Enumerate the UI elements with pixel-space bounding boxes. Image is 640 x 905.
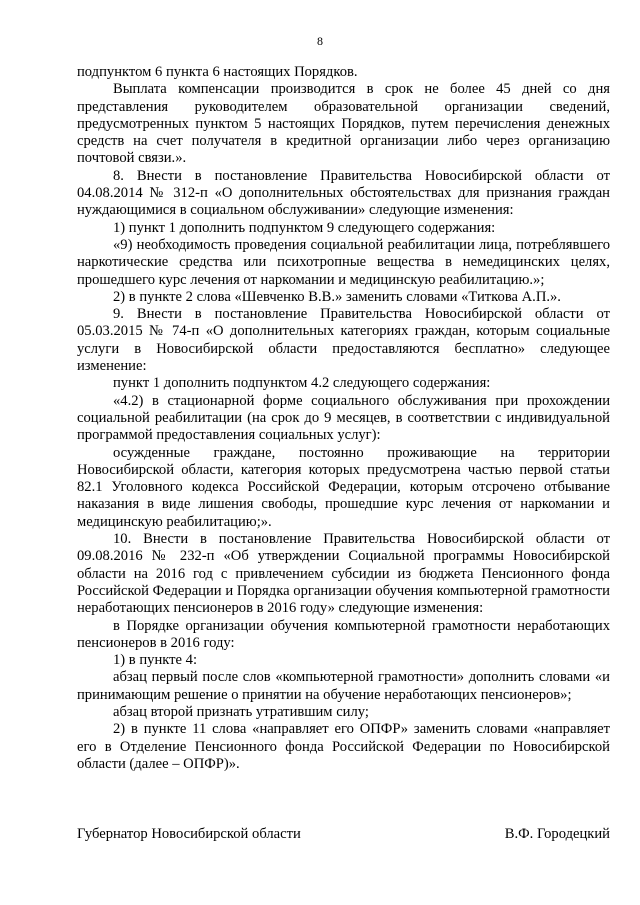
- paragraph: 8. Внести в постановление Правительства Новосибирской области от 04.08.2014 № 312-п «О дополнительных обстоятельствах для признания граждан нуждающимися в социальном обслуживании» следующие изменения:: [77, 167, 610, 219]
- paragraph: Выплата компенсации производится в срок не более 45 дней со дня представления руководителем образовательной организации сведений, предусмотренных пунктом 5 настоящих Порядков, путем перечисления денежных средств на счет получателя в кредитной организации либо через организацию почтовой связи.».: [77, 81, 610, 167]
- paragraph: «9) необходимость проведения социальной реабилитации лица, потреблявшего наркотические средства или психотропные вещества в немедицинских целях, прошедшего курс лечения от наркомании и медицинскую реабилитацию.»;: [77, 236, 610, 288]
- paragraph: 1) в пункте 4:: [113, 652, 198, 669]
- paragraph: осужденные граждане, постоянно проживающие на территории Новосибирской области, категория которых предусмотрена частью первой статьи 82.1 Уголовного кодекса Российской Федерации, которым отсрочено отбывание наказания в виде лишения свободы, прошедшие курс лечения от наркомании и медицинскую реабилитацию;».: [77, 444, 610, 530]
- paragraph: подпунктом 6 пункта 6 настоящих Порядков.: [77, 64, 358, 80]
- paragraph: 10. Внести в постановление Правительства Новосибирской области от 09.08.2016 № 232-п «Об утверждении Социальной программы Новосибирской области на 2016 год с привлечением субсидии из бюджета Пенсионного фонда Российской Федерации и Порядка организации обучения компьютерной грамотности неработающих пенсионеров в 2016 году» следующие изменения:: [77, 531, 610, 617]
- signatory-name: В.Ф. Городецкий: [504, 826, 610, 842]
- signatory-position: Губернатор Новосибирской области: [77, 826, 301, 842]
- paragraph: в Порядке организации обучения компьютерной грамотности неработающих пенсионеров в 2016 году:: [77, 617, 610, 651]
- paragraph: абзац первый после слов «компьютерной грамотности» дополнить словами «и принимающим решение о принятии на обучение неработающих пенсионеров»;: [77, 669, 610, 703]
- document-body: [77, 64, 610, 773]
- paragraph: абзац второй признать утратившим силу;: [113, 703, 369, 720]
- page-number: 8: [317, 34, 323, 48]
- paragraph: пункт 1 дополнить подпунктом 4.2 следующего содержания:: [113, 375, 491, 392]
- signature-block: [77, 826, 610, 843]
- paragraph: 1) пункт 1 дополнить подпунктом 9 следующего содержания:: [113, 219, 496, 236]
- paragraph: «4.2) в стационарной форме социального обслуживания при прохождении социальной реабилитации (на срок до 9 месяцев, в соответствии с индивидуальной программой предоставления социальных услуг):: [77, 392, 610, 444]
- paragraph: 2) в пункте 2 слова «Шевченко В.В.» заменить словами «Титкова А.П.».: [113, 288, 561, 305]
- paragraph: 2) в пункте 11 слова «направляет его ОПФР» заменить словами «направляет его в Отделение Пенсионного фонда Российской Федерации по Новосибирской области (далее – ОПФР)».: [77, 721, 610, 772]
- paragraph: 9. Внести в постановление Правительства Новосибирской области от 05.03.2015 № 74-п «О дополнительных категориях граждан, которым социальные услуги в Новосибирской области предоставляются бесплатно» следующее изменение:: [77, 306, 610, 375]
